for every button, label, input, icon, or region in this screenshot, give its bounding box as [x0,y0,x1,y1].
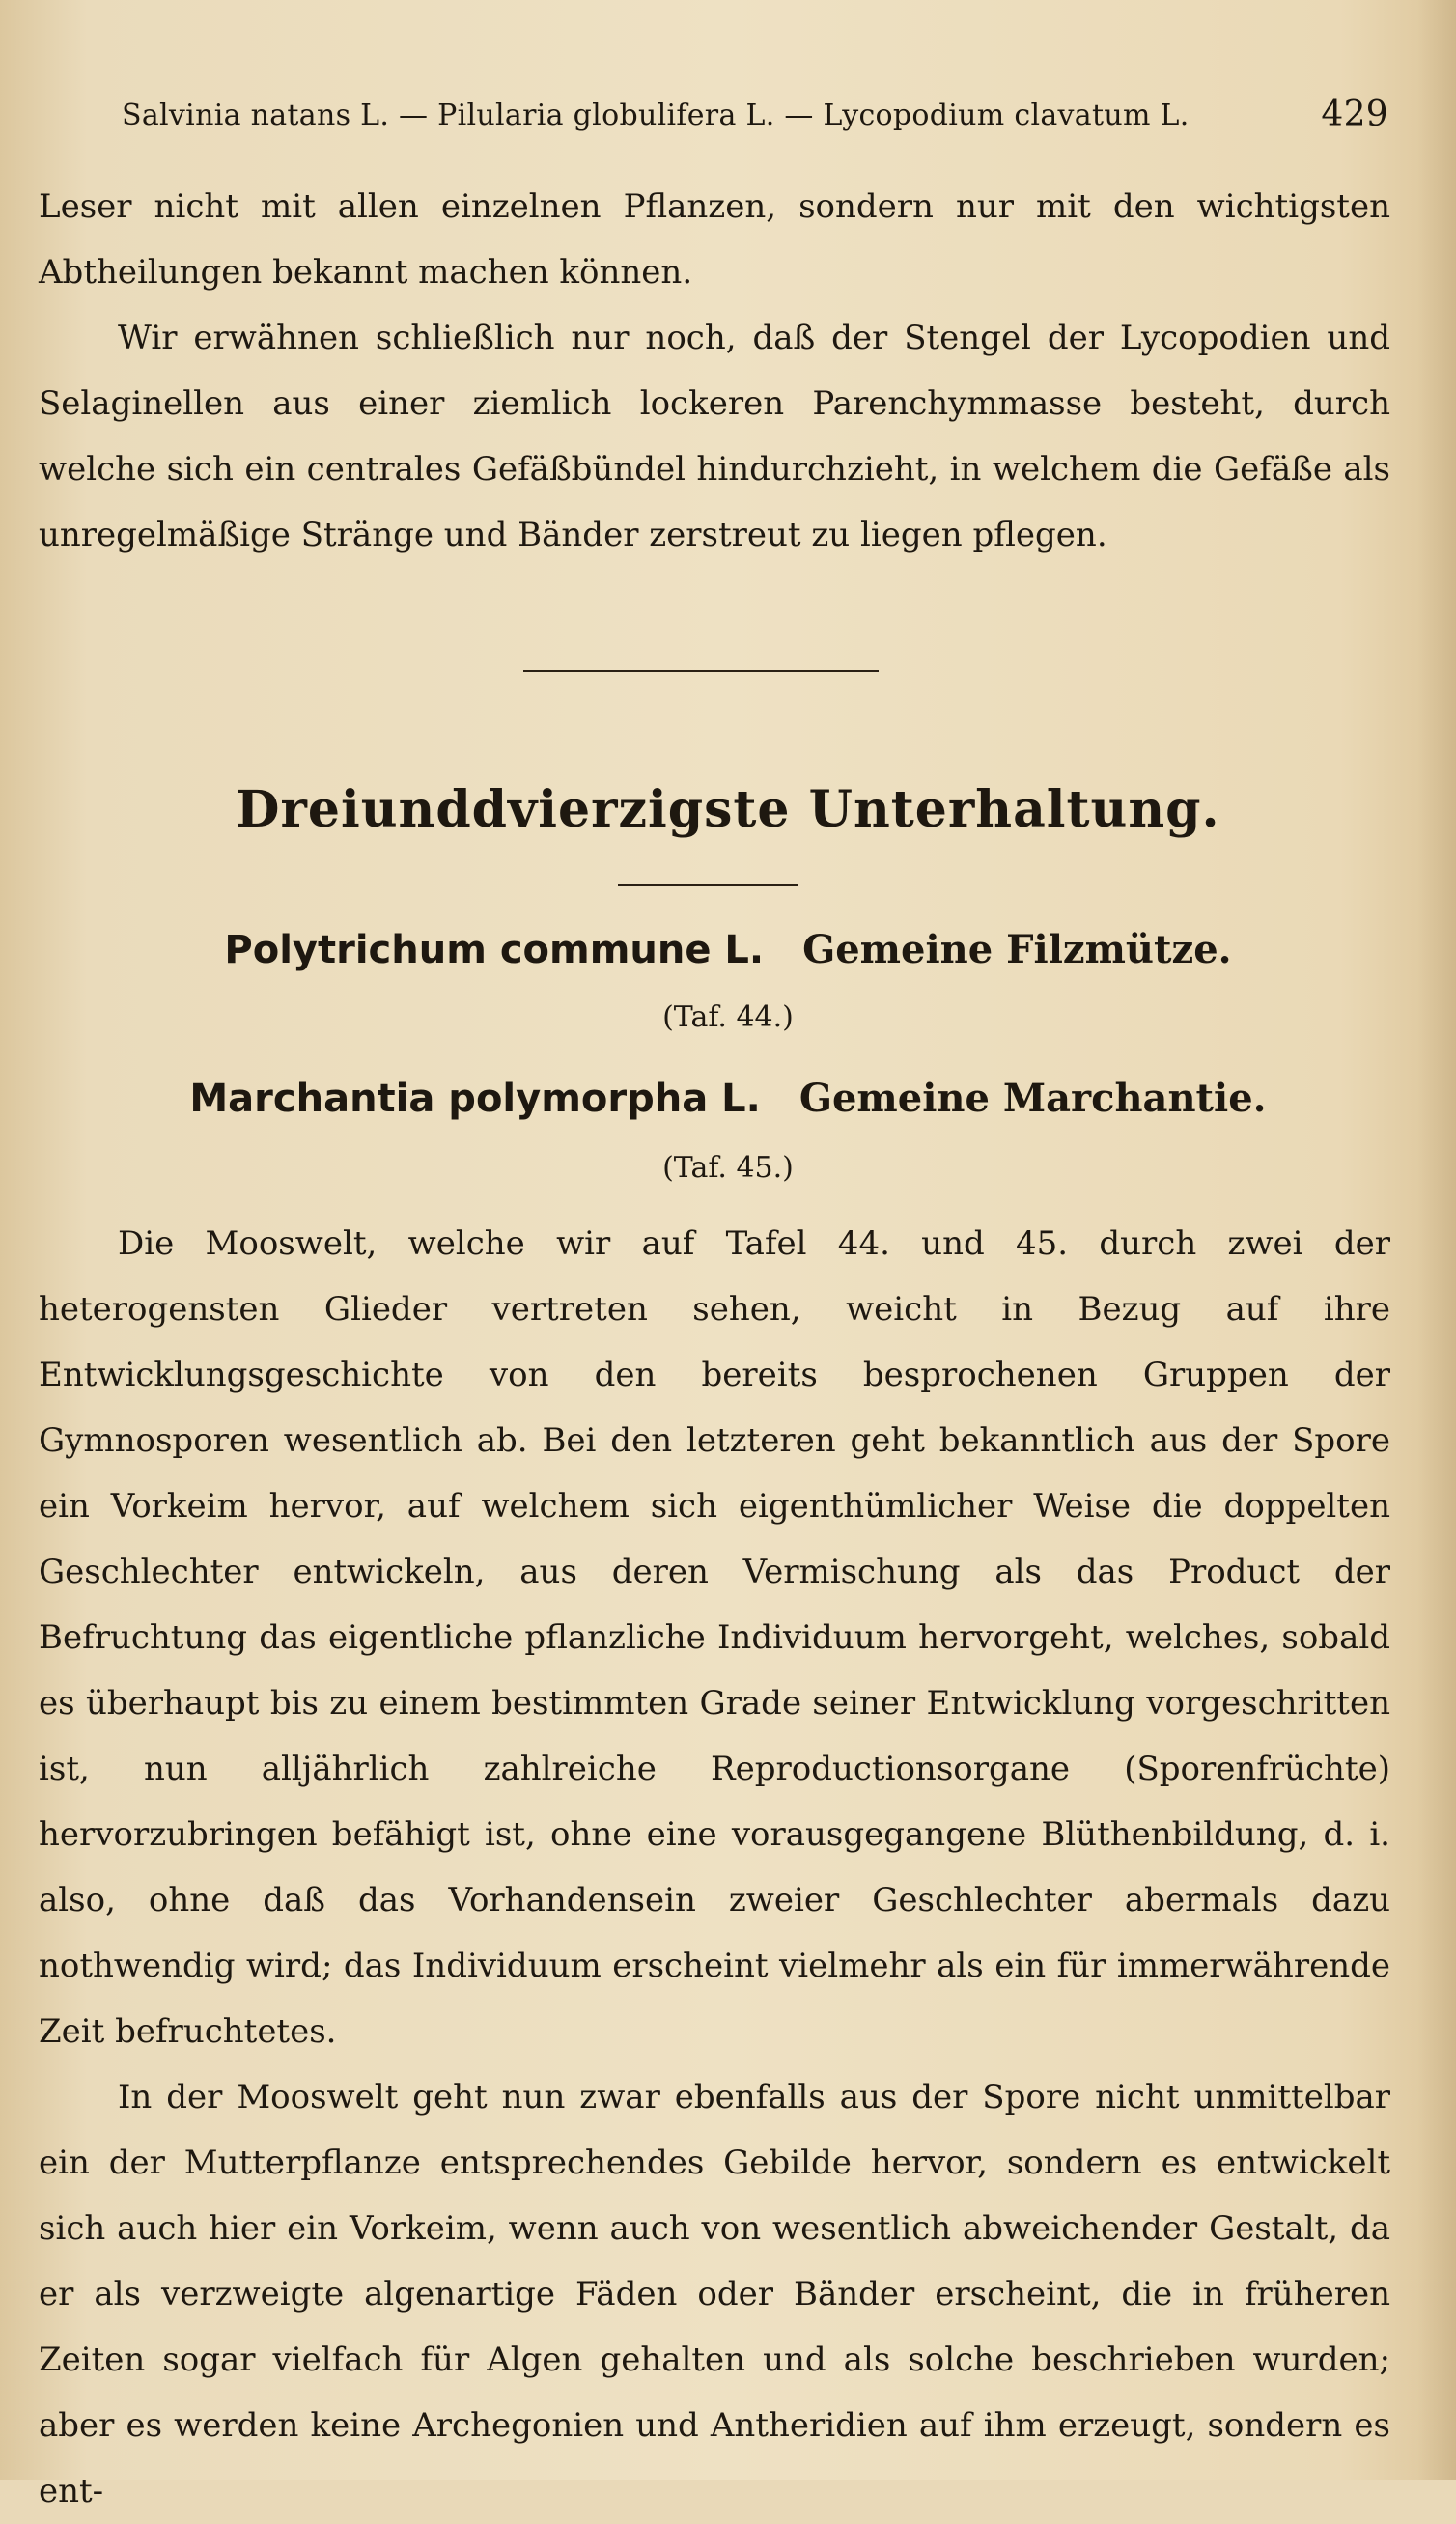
species-heading-1 [0,927,1456,972]
species-heading-2 [0,1076,1456,1121]
intro-paragraph-2: Wir erwähnen schließlich nur noch, daß der Stengel der Lycopodien und Selaginellen aus einer ziemlich lockeren Parenchymmasse besteht, durch welche sich ein centrales Gefäßbündel hindurchzieht, in welchem die Gefäße als unregelmäßige Stränge und Bänder zerstreut zu liegen pflegen. [39,319,1390,554]
running-head-title: Salvinia natans L. — Pilularia globulifera L. — Lycopodium clavatum L. [122,98,1190,132]
intro-paragraph-1: Leser nicht mit allen einzelnen Pflanzen, sondern nur mit den wichtigsten Abtheilungen bekannt machen können. [39,187,1390,292]
plate-reference-2: (Taf. 45.) [662,1151,794,1185]
species-latin-name: Marchantia polymorpha L. [189,1077,761,1121]
body-paragraph-2: In der Mooswelt geht nun zwar ebenfalls aus der Spore nicht unmittelbar ein der Mutterpflanze entsprechendes Gebilde hervor, sondern es entwickelt sich auch hier ein Vorkeim, wenn auch von wesentlich abweichender Gestalt, da er als verzweigte algenartige Fäden oder Bänder erscheint, die in früheren Zeiten sogar vielfach für Algen gehalten und als solche beschrieben wurden; aber es werden keine Archegonien und Antheridien auf ihm erzeugt, sondern es ent- [39,2078,1390,2510]
title-underline [618,884,798,886]
body-text [39,1211,1390,2524]
species-common-name: Gemeine Marchantie. [798,1076,1267,1121]
plate-reference-1: (Taf. 44.) [662,1000,794,1034]
running-head [122,93,1396,141]
species-latin-name: Polytrichum commune L. [224,928,765,972]
chapter-title: Dreiunddvierzigste Unterhaltung. [236,780,1220,839]
page-number: 429 [1321,95,1388,134]
species-common-name: Gemeine Filzmütze. [802,927,1232,972]
intro-text [39,174,1390,568]
section-divider [523,670,879,672]
body-paragraph-1: Die Mooswelt, welche wir auf Tafel 44. und 45. durch zwei der heterogensten Glieder vertreten sehen, weicht in Bezug auf ihre Entwicklungsgeschichte von den bereits besprochenen Gruppen der Gymnosporen wesentlich ab. Bei den letzteren geht bekanntlich aus der Spore ein Vorkeim hervor, auf welchem sich eigenthümlicher Weise die doppelten Geschlechter entwickeln, aus deren Vermischung als das Product der Befruchtung das eigentliche pflanzliche Individuum hervorgeht, welches, sobald es überhaupt bis zu einem bestimmten Grade seiner Entwicklung vorgeschritten ist, nun alljährlich zahlreiche Reproductionsorgane (Sporenfrüchte) hervorzubringen befähigt ist, ohne eine vorausgegangene Blüthenbildung, d. i. also, ohne daß das Vorhandensein zweier Geschlechter abermals dazu nothwendig wird; das Individuum erscheint vielmehr als ein für immerwährende Zeit befruchtetes. [39,1224,1390,2051]
